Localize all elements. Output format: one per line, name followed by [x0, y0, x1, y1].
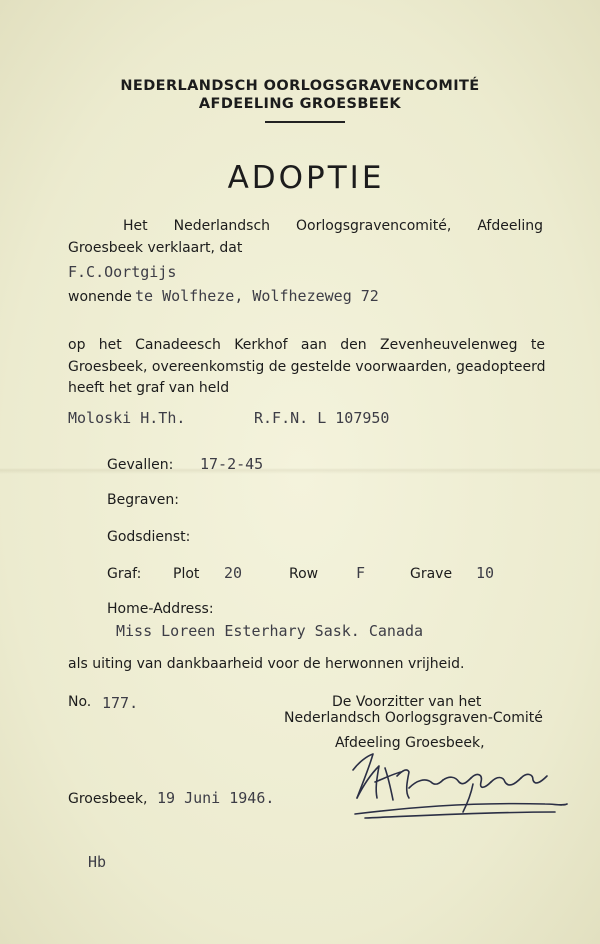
closing-line: als uiting van dankbaarheid voor de herwonnen vrijheid.: [68, 656, 465, 672]
signatory-line-3: Afdeeling Groesbeek,: [335, 735, 485, 751]
adopter-residence: te Wolfheze, Wolfhezeweg 72: [135, 287, 379, 305]
place-label: Groesbeek,: [68, 791, 148, 807]
number-value: 177.: [102, 694, 139, 712]
godsdienst-label: Godsdienst:: [107, 529, 191, 545]
adopter-name: F.C.Oortgijs: [68, 263, 177, 281]
statement-line-3: heeft het graf van held: [68, 380, 230, 396]
typist-initials: Hb: [88, 853, 107, 871]
chairman-signature: [345, 742, 575, 822]
statement-line-1: op het Canadeesch Kerkhof aan den Zevenheuvelenweg te: [68, 337, 545, 353]
grave-label: Grave: [410, 566, 453, 582]
plot-value: 20: [224, 564, 243, 582]
intro-line-2: Groesbeek verklaart, dat: [68, 240, 243, 256]
signatory-line-1: De Voorzitter van het: [332, 694, 482, 710]
number-label: No.: [68, 694, 92, 710]
header-divider: [265, 121, 345, 123]
home-address-value: Miss Loreen Esterhary Sask. Canada: [116, 622, 424, 640]
home-address-label: Home-Address:: [107, 601, 214, 617]
statement-line-2: Groesbeek, overeenkomstig de gestelde voorwaarden, geadopteerd: [68, 359, 546, 375]
begraven-label: Begraven:: [107, 492, 179, 508]
issue-date: 19 Juni 1946.: [157, 789, 275, 807]
signatory-line-2: Nederlandsch Oorlogsgraven-Comité: [284, 710, 543, 726]
hero-name: Moloski H.Th.: [68, 409, 186, 427]
gevallen-label: Gevallen:: [107, 457, 174, 473]
document-title: ADOPTIE: [227, 160, 385, 196]
graf-label: Graf:: [107, 566, 142, 582]
hero-service-number: R.F.N. L 107950: [254, 409, 390, 427]
gevallen-value: 17-2-45: [200, 455, 264, 473]
row-value: F: [356, 564, 366, 582]
residence-label: wonende: [68, 289, 132, 305]
row-label: Row: [289, 566, 319, 582]
plot-label: Plot: [173, 566, 200, 582]
org-department: AFDEELING GROESBEEK: [198, 96, 402, 112]
intro-line-1: Het Nederlandsch Oorlogsgravencomité, Afdeeling: [123, 218, 543, 234]
grave-value: 10: [476, 564, 495, 582]
org-name: NEDERLANDSCH OORLOGSGRAVENCOMITÉ: [120, 78, 480, 94]
